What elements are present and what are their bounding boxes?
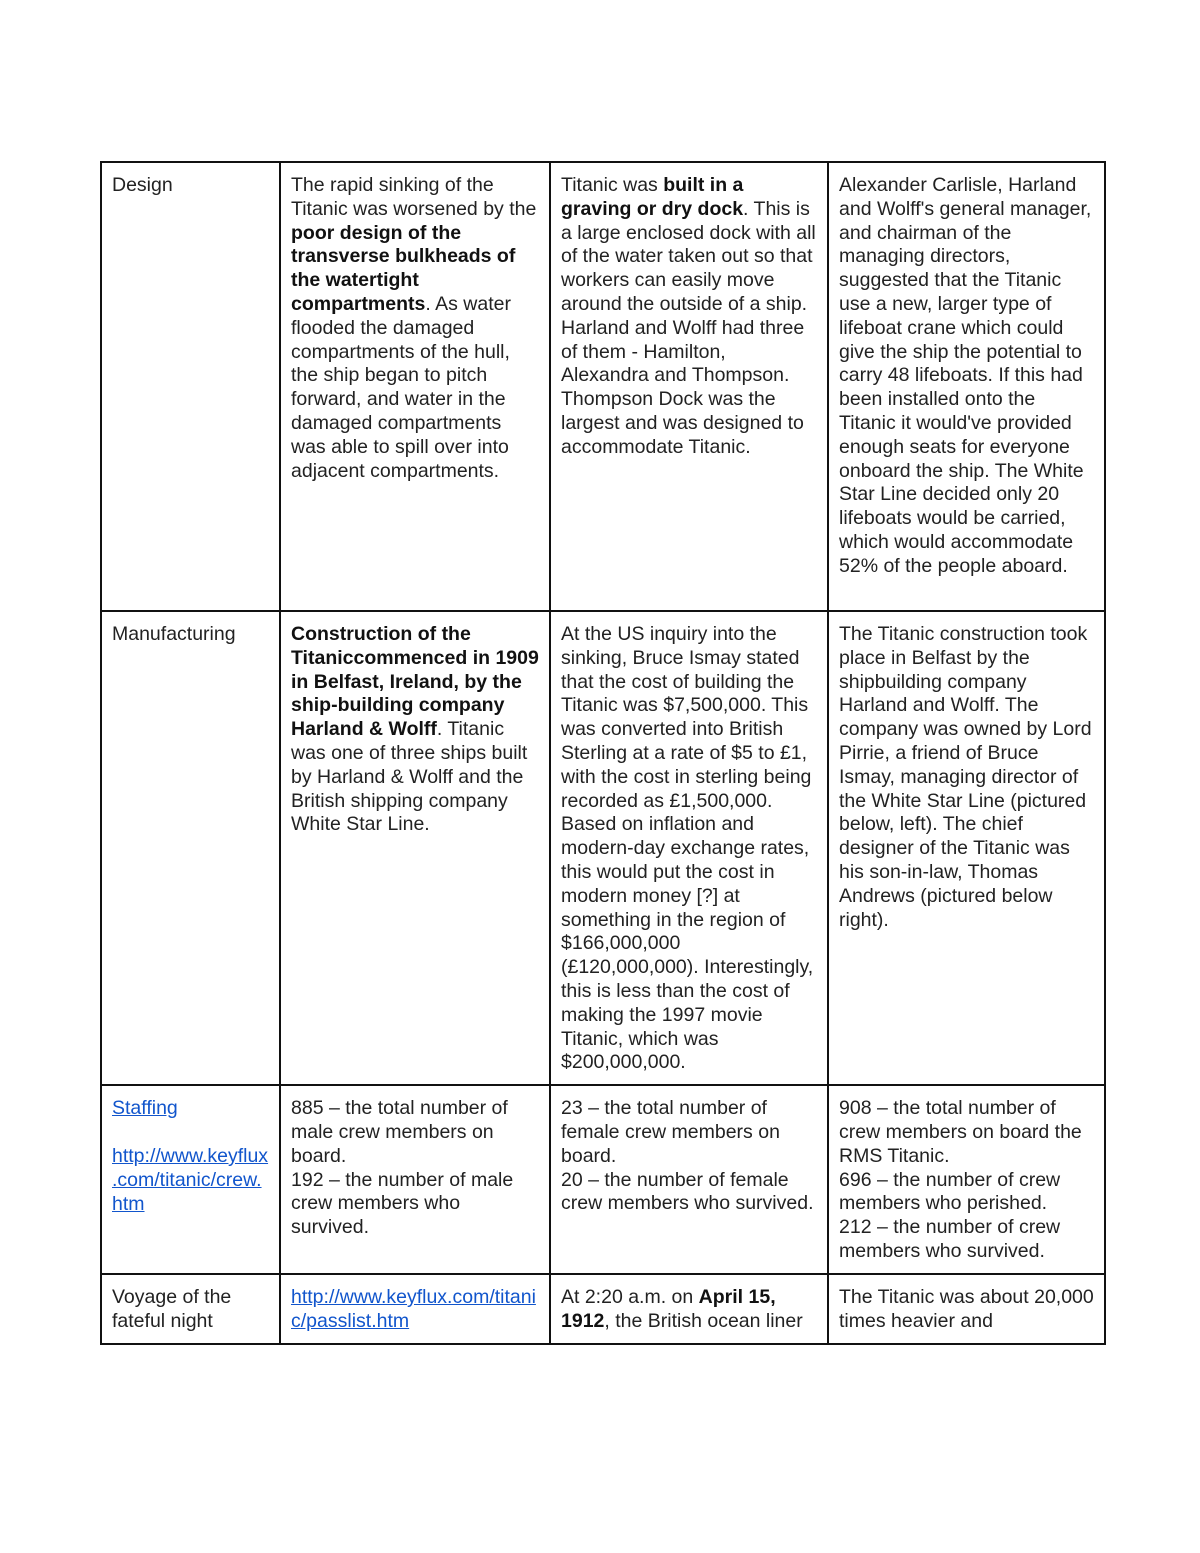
staffing-link[interactable]: Staffing	[112, 1097, 178, 1120]
row-label-voyage: Voyage of the fateful night	[101, 1274, 280, 1344]
row-label-manufacturing: Manufacturing	[101, 611, 280, 1085]
row-label-staffing	[101, 1085, 280, 1274]
passlist-url-link[interactable]: http://www.keyflux.com/titanic/passlist.htm	[291, 1286, 536, 1332]
manufacturing-construction-cell: Construction of the Titaniccommenced in 1909 in Belfast, Ireland, by the ship-building company Harland & Wolff. Titanic was one of three ships built by Harland & Wolff and the British shipping company White Star Line.	[280, 611, 550, 1085]
manufacturing-cost-cell: At the US inquiry into the sinking, Bruce Ismay stated that the cost of building the Titanic was $7,500,000. This was converted into British Sterling at a rate of $5 to £1, with the cost in sterling being recorded as £1,500,000. Based on inflation and modern-day exchange rates, this would put the cost in modern money [?] at something in the region of $166,000,000 (£120,000,000). Interestingly, this is less than the cost of making the 1997 movie Titanic, which was $200,000,000.	[550, 611, 828, 1085]
bold-text: Construction of the Titaniccommenced in 1909 in Belfast, Ireland, by the ship-building company Harland & Wolff	[291, 623, 539, 741]
design-bulkheads-cell: The rapid sinking of the Titanic was worsened by the poor design of the transverse bulkheads of the watertight compartments. As water flooded the damaged compartments of the hull, the ship began to pitch forward, and water in the damaged compartments was able to spill over into adjacent compartments.	[280, 162, 550, 611]
bold-text: poor design of the transverse bulkheads of the watertight compartments	[291, 221, 516, 315]
staffing-total-cell: 908 – the total number of crew members on board the RMS Titanic. 696 – the number of crew members who perished. 212 – the number of crew members who survived.	[828, 1085, 1105, 1274]
row-label-design: Design	[101, 162, 280, 611]
voyage-passlist-cell	[280, 1274, 550, 1344]
bold-text: built in a graving or dry dock	[561, 174, 744, 220]
staffing-male-cell: 885 – the total number of male crew members on board. 192 – the number of male crew members who survived.	[280, 1085, 550, 1274]
bold-text: April 15, 1912	[561, 1286, 776, 1332]
table-row-manufacturing	[101, 611, 1105, 1085]
manufacturing-company-cell: The Titanic construction took place in Belfast by the shipbuilding company Harland and Wolff. The company was owned by Lord Pirrie, a friend of Bruce Ismay, managing director of the White Star Line (pictured below, left). The chief designer of the Titanic was his son-in-law, Thomas Andrews (pictured below right).	[828, 611, 1105, 1085]
titanic-info-table	[100, 161, 1106, 1345]
staffing-female-cell: 23 – the total number of female crew members on board. 20 – the number of female crew members who survived.	[550, 1085, 828, 1274]
voyage-weight-cell: The Titanic was about 20,000 times heavier and	[828, 1274, 1105, 1344]
voyage-date-cell: At 2:20 a.m. on April 15, 1912, the British ocean liner	[550, 1274, 828, 1344]
table-row-design	[101, 162, 1105, 611]
table-row-staffing	[101, 1085, 1105, 1274]
design-dry-dock-cell: Titanic was built in a graving or dry dock. This is a large enclosed dock with all of the water taken out so that workers can easily move around the outside of a ship. Harland and Wolff had three of them - Hamilton, Alexandra and Thompson. Thompson Dock was the largest and was designed to accommodate Titanic.	[550, 162, 828, 611]
crew-url-link[interactable]: http://www.keyflux.com/titanic/crew.htm	[112, 1144, 269, 1215]
design-lifeboats-cell: Alexander Carlisle, Harland and Wolff's general manager, and chairman of the managing directors, suggested that the Titanic use a new, larger type of lifeboat crane which could give the ship the potential to carry 48 lifeboats. If this had been installed onto the Titanic it would've provided enough seats for everyone onboard the ship. The White Star Line decided only 20 lifeboats would be carried, which would accommodate 52% of the people aboard.	[828, 162, 1105, 611]
table-row-voyage	[101, 1274, 1105, 1344]
